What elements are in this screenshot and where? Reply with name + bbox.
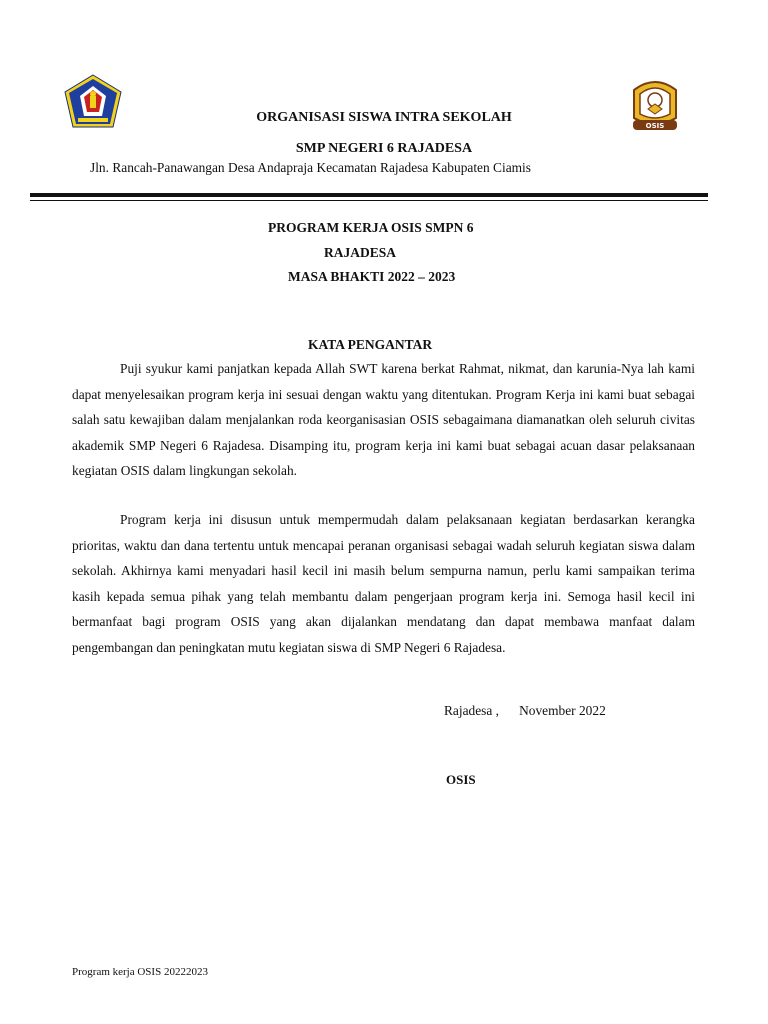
header-divider-thick (30, 193, 708, 197)
body-paragraph-2: Program kerja ini disusun untuk mempermudah dalam pelaksanaan kegiatan berdasarkan kerangka prioritas, waktu dan dana tertentu untuk mencapai peranan organisasi sebagai wadah seluruh kegiatan siswa dalam sekolah. Akhirnya kami menyadari hasil kecil ini masih belum sempurna namun, perlu kami sampaikan terima kasih kepada semua pihak yang telah membantu dalam pengerjaan program kerja ini. Semoga hasil kecil ini bermanfaat bagi program OSIS yang akan dijalankan mendatang dan dapat membawa manfaat dalam pengembangan dan peningkatan mutu kegiatan siswa di SMP Negeri 6 Rajadesa. (72, 512, 695, 655)
signature-name: OSIS (446, 772, 476, 787)
osis-emblem-text: OSIS (645, 122, 665, 130)
program-title-line2: RAJADESA (324, 245, 397, 260)
school-address: Jln. Rancah-Panawangan Desa Andapraja Kecamatan Rajadesa Kabupaten Ciamis (90, 160, 531, 175)
school-name: SMP NEGERI 6 RAJADESA (295, 141, 473, 156)
body-paragraph-1: Puji syukur kami panjatkan kepada Allah SWT karena berkat Rahmat, nikmat, dan karunia-Nya lah kami dapat menyelesaikan program kerja ini sesuai dengan waktu yang ditentukan. Program Kerja ini kami buat sebagai salah satu kewajiban dalam menjalankan roda keorganisasian OSIS sebagaimana diamanatkan oleh seluruh civitas akademik SMP Negeri 6 Rajadesa. Disamping itu, program kerja ini kami buat sebagai acuan dasar pelaksanaan kegiatan OSIS dalam lingkungan sekolah. (72, 361, 695, 478)
kata-pengantar-heading: KATA PENGANTAR (308, 337, 433, 352)
page-footer: Program kerja OSIS 20222023 (72, 966, 208, 978)
program-title-line3: MASA BHAKTI 2022 – 2023 (288, 269, 456, 284)
program-title-line1: PROGRAM KERJA OSIS SMPN 6 (268, 220, 474, 235)
organization-title: ORGANISASI SISWA INTRA SEKOLAH (256, 110, 512, 125)
header-divider-thin (30, 200, 708, 201)
signature-place-date: Rajadesa , November 2022 (444, 703, 606, 718)
